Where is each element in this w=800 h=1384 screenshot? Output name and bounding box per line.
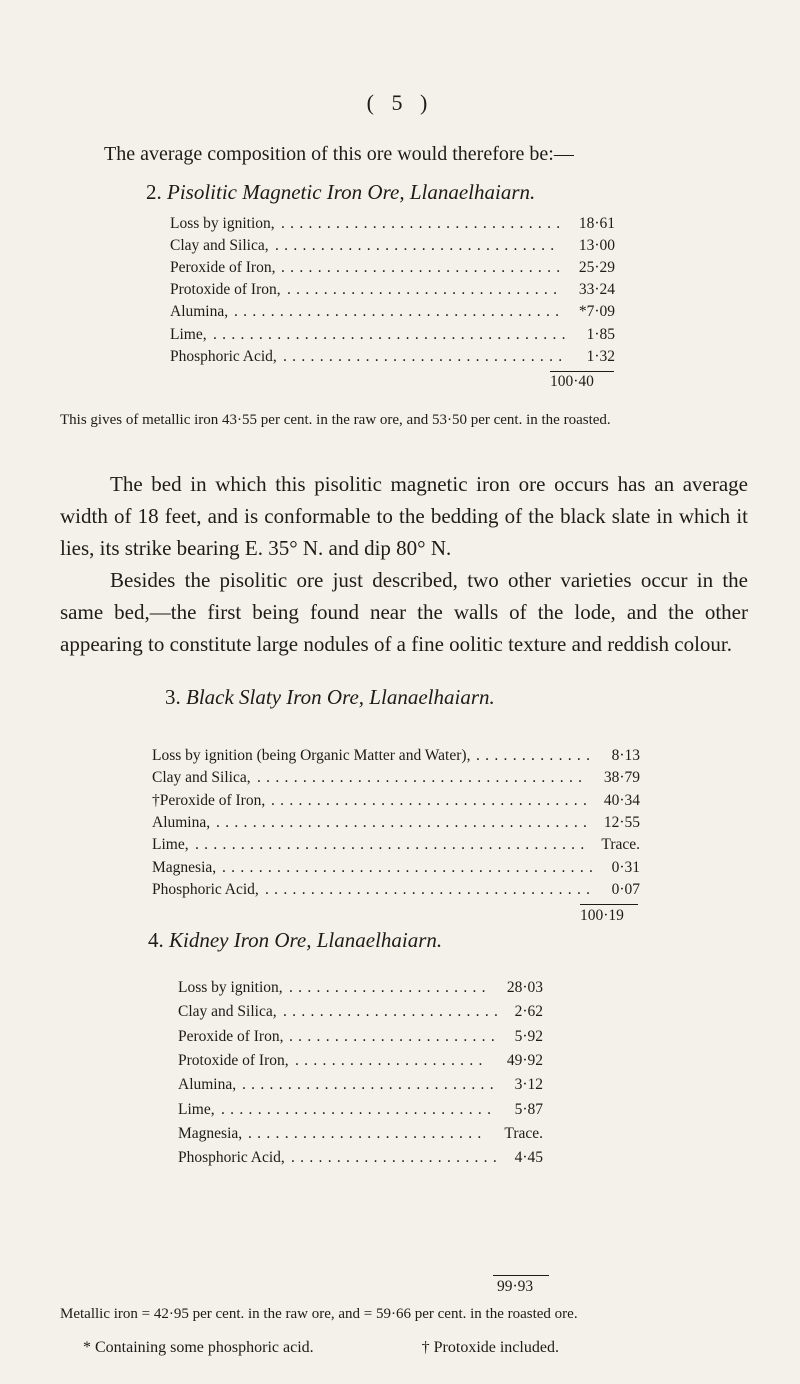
section-4-title: [148, 928, 442, 953]
row-value: 18·61: [578, 215, 615, 232]
leader-dots: ....................................: [234, 303, 565, 321]
section-number: 2.: [146, 180, 162, 204]
table-row: [178, 979, 543, 1005]
section-number: 4.: [148, 928, 164, 952]
row-value: Trace.: [504, 1124, 543, 1142]
leader-dots: .......................: [289, 1027, 501, 1045]
footnote: † Protoxide included.: [421, 1339, 559, 1356]
table-row: [178, 1076, 543, 1102]
row-label: Magnesia,: [178, 1124, 243, 1142]
row-label: Clay and Silica,: [152, 769, 251, 787]
table-row: [178, 1149, 543, 1175]
row-label: Loss by ignition,: [178, 979, 283, 996]
row-value: 40·34: [603, 791, 640, 809]
table-row: [178, 1028, 543, 1054]
row-label: Clay and Silica,: [170, 237, 269, 255]
row-label: Lime,: [178, 1100, 215, 1118]
leader-dots: ....................................: [257, 769, 588, 787]
metallic-iron-note: This gives of metallic iron 43·55 per cent. in the raw ore, and 53·50 per cent. in the roasted.: [60, 412, 611, 428]
leader-dots: .......................: [291, 1149, 503, 1167]
leader-dots: ..............................: [287, 281, 563, 299]
row-value: 49·92: [506, 1051, 543, 1069]
leader-dots: ...............................: [281, 215, 566, 232]
row-value: Trace.: [601, 836, 640, 854]
table-total: 100·40: [550, 373, 594, 390]
row-label: Phosphoric Acid,: [152, 880, 259, 898]
leader-dots: .........................................: [222, 858, 599, 876]
footnotes: [83, 1339, 559, 1357]
row-value: 12·55: [603, 813, 640, 831]
row-value: 38·79: [603, 769, 640, 787]
row-label: Clay and Silica,: [178, 1003, 277, 1021]
leader-dots: .....................: [295, 1051, 488, 1069]
intro-sentence: The average composition of this ore would therefore be:—: [104, 143, 574, 165]
table-total: 99·93: [497, 1278, 534, 1295]
row-label: Alumina,: [152, 813, 211, 831]
page-number: ( 5 ): [366, 90, 434, 115]
row-label: Peroxide of Iron,: [170, 259, 276, 277]
total-rule: [550, 371, 614, 372]
row-value: 33·24: [578, 281, 615, 299]
row-value: 5·87: [514, 1100, 543, 1118]
row-label: Phosphoric Acid,: [170, 347, 277, 365]
row-value: 8·13: [611, 747, 640, 764]
row-label: Lime,: [170, 325, 207, 343]
leader-dots: ............................: [242, 1076, 499, 1094]
row-value: 4·45: [514, 1149, 543, 1167]
table-row: [178, 1101, 543, 1127]
table-total: 100·19: [580, 907, 624, 924]
row-value: 0·31: [611, 858, 640, 876]
row-label: †Peroxide of Iron,: [152, 791, 266, 809]
leader-dots: ......................: [289, 979, 491, 996]
row-value: 28·03: [506, 979, 543, 996]
row-value: 3·12: [514, 1076, 543, 1094]
row-label: Protoxide of Iron,: [170, 281, 281, 299]
section-2-title: [146, 180, 535, 205]
leader-dots: ...............................: [281, 259, 566, 277]
row-value: 13·00: [578, 237, 615, 255]
paragraph: Besides the pisolitic ore just described, two other varieties occur in the same bed,—the first being found near the walls of the lode, and the other appearing to constitute large nodules of a fine oolitic texture and reddish colour.: [60, 568, 748, 656]
row-label: Loss by ignition,: [170, 215, 275, 232]
table-row: [178, 1125, 543, 1151]
leader-dots: .............: [476, 747, 596, 764]
table-row: [178, 1003, 543, 1029]
section-3-title: [165, 685, 495, 710]
leader-dots: ...................................: [271, 791, 593, 809]
row-label: Protoxide of Iron,: [178, 1051, 289, 1069]
section-title-text: Black Slaty Iron Ore, Llanaelhaiarn.: [186, 685, 495, 709]
total-rule: [493, 1275, 549, 1276]
row-label: Magnesia,: [152, 858, 217, 876]
row-label: Loss by ignition (being Organic Matter and Water),: [152, 747, 471, 764]
row-value: 0·07: [611, 880, 640, 898]
paragraph: The bed in which this pisolitic magnetic iron ore occurs has an average width of 18 feet, and is conformable to the bedding of the black slate in which it lies, its strike bearing E. 35° N. and dip 80° N.: [60, 472, 748, 560]
row-value: 25·29: [578, 259, 615, 277]
row-value: 1·85: [586, 325, 615, 343]
row-label: Peroxide of Iron,: [178, 1027, 284, 1045]
leader-dots: ...........................................: [195, 836, 590, 854]
body-text: [60, 468, 748, 660]
row-value: 5·92: [514, 1027, 543, 1045]
leader-dots: ...............................: [283, 347, 568, 365]
row-label: Phosphoric Acid,: [178, 1149, 285, 1167]
leader-dots: ..........................: [248, 1124, 487, 1142]
row-label: Alumina,: [170, 303, 229, 321]
leader-dots: ....................................: [265, 880, 596, 898]
metallic-iron-note: Metallic iron = 42·95 per cent. in the raw ore, and = 59·66 per cent. in the roasted ore.: [60, 1306, 578, 1322]
row-value: 1·32: [586, 347, 615, 365]
row-label: Lime,: [152, 836, 189, 854]
leader-dots: ...............................: [275, 237, 560, 255]
section-title-text: Kidney Iron Ore, Llanaelhaiarn.: [169, 928, 443, 952]
table-row: [178, 1052, 543, 1078]
row-value: *7·09: [578, 303, 615, 321]
total-rule: [580, 904, 638, 905]
table-row: [152, 881, 640, 907]
leader-dots: .......................................: [213, 325, 571, 343]
section-title-text: Pisolitic Magnetic Iron Ore, Llanaelhaiarn.: [167, 180, 536, 204]
leader-dots: ..............................: [221, 1100, 497, 1118]
table-row: [170, 348, 615, 374]
section-number: 3.: [165, 685, 181, 709]
footnote: * Containing some phosphoric acid.: [83, 1339, 314, 1356]
row-label: Alumina,: [178, 1076, 237, 1094]
row-value: 2·62: [514, 1003, 543, 1021]
leader-dots: .........................................: [216, 813, 593, 831]
leader-dots: ........................: [283, 1003, 504, 1021]
